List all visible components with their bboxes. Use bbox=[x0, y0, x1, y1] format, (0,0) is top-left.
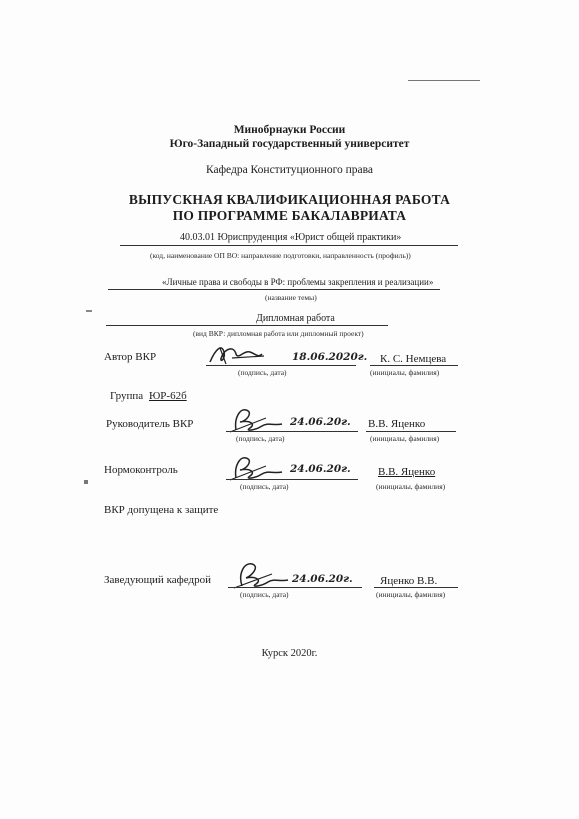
scan-artifact-line bbox=[408, 80, 480, 81]
scan-speck bbox=[86, 310, 92, 312]
group-label: Группа bbox=[110, 390, 144, 402]
program-caption: (код, наименование ОП ВО: направление подготовки, направленность (профиль)) bbox=[150, 251, 411, 260]
topic-caption: (название темы) bbox=[265, 293, 317, 302]
normcontrol-sig-caption: (подпись, дата) bbox=[240, 482, 289, 491]
title-line-2: ПО ПРОГРАММЕ БАКАЛАВРИАТА bbox=[172, 208, 407, 223]
department-name: Кафедра Конституционного права bbox=[205, 164, 374, 176]
university-name: Юго-Западный государственный университет bbox=[169, 138, 410, 150]
head-name: Яценко В.В. bbox=[380, 575, 438, 587]
group-value: ЮР-62б bbox=[149, 390, 187, 402]
program-underline bbox=[120, 245, 458, 246]
normcontrol-name: В.В. Яценко bbox=[378, 466, 436, 478]
head-sig-caption: (подпись, дата) bbox=[240, 590, 289, 599]
author-sig-caption: (подпись, дата) bbox=[238, 368, 287, 377]
author-name: К. С. Немцева bbox=[380, 353, 447, 365]
head-signature-line bbox=[228, 587, 362, 588]
normcontrol-label: Нормоконтроль bbox=[104, 464, 178, 476]
normcontrol-signature-line bbox=[226, 479, 358, 480]
author-name-caption: (инициалы, фамилия) bbox=[370, 368, 440, 377]
supervisor-name-caption: (инициалы, фамилия) bbox=[370, 434, 440, 443]
supervisor-signature-line bbox=[226, 431, 358, 432]
supervisor-name: В.В. Яценко bbox=[368, 418, 426, 430]
author-date: 18.06.2020г. bbox=[292, 351, 368, 363]
head-date: 24.06.20г. bbox=[292, 573, 353, 585]
author-name-line bbox=[370, 365, 458, 366]
supervisor-date: 24.06.20г. bbox=[290, 416, 351, 428]
supervisor-sig-caption: (подпись, дата) bbox=[236, 434, 285, 443]
work-type-caption: (вид ВКР: дипломная работа или дипломный проект) bbox=[193, 329, 364, 338]
head-name-caption: (инициалы, фамилия) bbox=[376, 590, 446, 599]
work-type-value: Дипломная работа bbox=[256, 313, 335, 324]
title-line-1: ВЫПУСКНАЯ КВАЛИФИКАЦИОННАЯ РАБОТА bbox=[128, 192, 451, 207]
normcontrol-name-caption: (инициалы, фамилия) bbox=[376, 482, 446, 491]
supervisor-name-line bbox=[366, 431, 456, 432]
topic-value: «Личные права и свободы в РФ: проблемы закрепления и реализации» bbox=[162, 277, 434, 287]
city-year: Курск 2020г. bbox=[261, 648, 318, 659]
supervisor-label: Руководитель ВКР bbox=[106, 418, 194, 430]
head-name-line bbox=[374, 587, 458, 588]
ministry-name: Минобрнауки России bbox=[233, 124, 346, 136]
author-signature-line bbox=[206, 365, 356, 366]
topic-underline bbox=[108, 289, 440, 290]
scan-speck bbox=[84, 480, 88, 484]
head-label: Заведующий кафедрой bbox=[104, 574, 211, 586]
admission-text: ВКР допущена к защите bbox=[104, 504, 219, 516]
work-type-underline bbox=[106, 325, 388, 326]
program-value: 40.03.01 Юриспруденция «Юрист общей практики» bbox=[180, 232, 402, 243]
author-label: Автор ВКР bbox=[104, 351, 157, 363]
normcontrol-date: 24.06.20г. bbox=[290, 463, 351, 475]
